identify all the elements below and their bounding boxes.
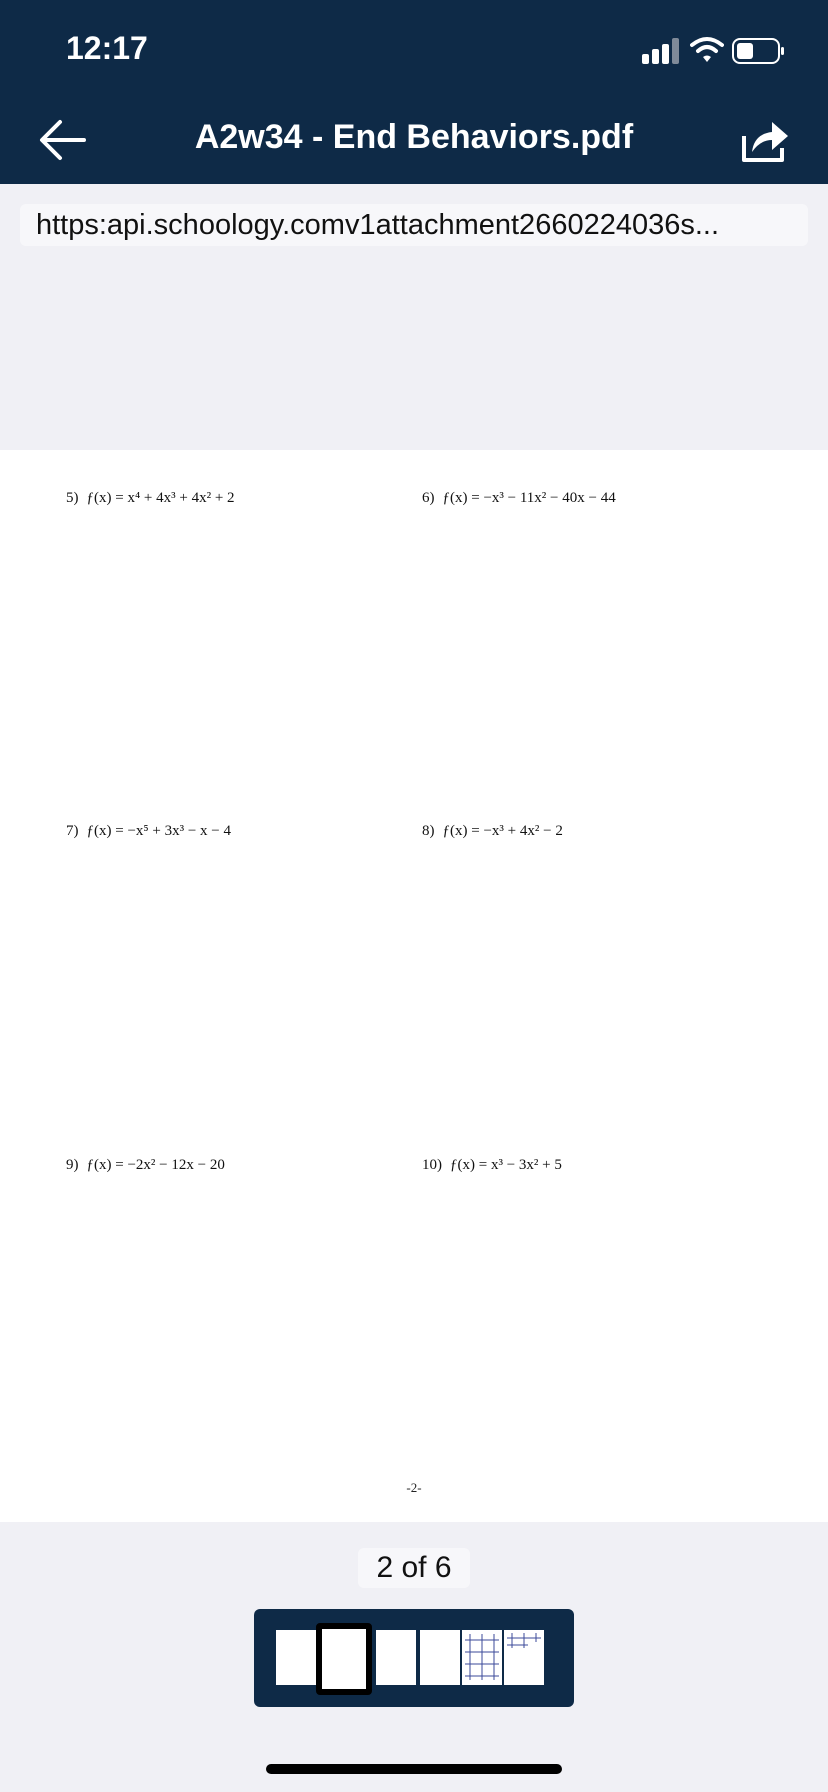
page-thumbnail-4[interactable] (420, 1630, 460, 1685)
problem-expression: ƒ(x) = −x³ + 4x² − 2 (442, 823, 563, 839)
url-bar[interactable]: https:api.schoology.comv1attachment2660224036s... (20, 204, 808, 246)
problem-8 (422, 823, 563, 840)
problem-7 (66, 823, 231, 840)
thumbnail-strip (254, 1609, 574, 1707)
problem-expression: ƒ(x) = x⁴ + 4x³ + 4x² + 2 (86, 490, 235, 506)
document-title: A2w34 - End Behaviors.pdf (194, 118, 634, 156)
page-thumbnail-6[interactable] (504, 1630, 544, 1685)
problem-10 (422, 1157, 562, 1174)
status-time: 12:17 (66, 30, 148, 66)
app-header (0, 0, 828, 184)
page-footer-number: -2- (406, 1480, 422, 1495)
problem-expression: ƒ(x) = −x³ − 11x² − 40x − 44 (442, 490, 616, 506)
problem-9 (66, 1157, 225, 1174)
back-arrow-icon[interactable] (38, 116, 90, 164)
page-thumbnail-2[interactable] (316, 1623, 372, 1695)
home-indicator (266, 1764, 562, 1774)
problem-number: 6) (422, 490, 435, 506)
problem-number: 9) (66, 1157, 79, 1173)
wifi-icon (690, 36, 724, 64)
page-thumbnail-5[interactable] (462, 1630, 502, 1685)
problem-expression: ƒ(x) = −2x² − 12x − 20 (86, 1157, 225, 1173)
page-thumbnail-3[interactable] (376, 1630, 416, 1685)
cellular-signal-icon (642, 38, 682, 64)
problem-expression: ƒ(x) = x³ − 3x² + 5 (450, 1157, 562, 1173)
problem-5 (66, 490, 235, 507)
page-thumbnail-1[interactable] (276, 1630, 316, 1685)
problem-number: 5) (66, 490, 79, 506)
problem-expression: ƒ(x) = −x⁵ + 3x³ − x − 4 (86, 823, 232, 839)
status-icons (642, 36, 792, 66)
grid-graphs-thumbnail-icon (504, 1630, 544, 1685)
problem-6 (422, 490, 616, 507)
problem-number: 8) (422, 823, 435, 839)
page-indicator: 2 of 6 (358, 1548, 470, 1588)
problem-number: 7) (66, 823, 79, 839)
pdf-page (0, 450, 828, 1522)
problem-number: 10) (422, 1157, 442, 1173)
grid-graphs-thumbnail-icon (462, 1630, 502, 1685)
battery-icon (732, 38, 786, 64)
share-icon[interactable] (738, 116, 792, 166)
